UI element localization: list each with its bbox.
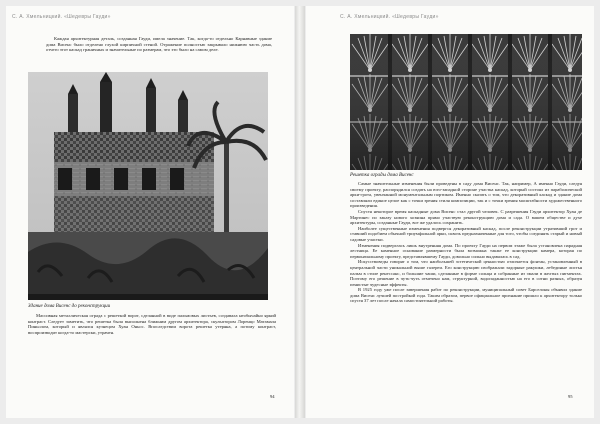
right-body-text [350, 181, 582, 304]
casa-vicens-photo [28, 72, 268, 300]
paragraph: Массивная металлическая ограда с решеткой ворот, сделанной в виде пальмовых листьев, создавала необычайно яркий контраст. Следует заметить, что решетка была выполнена ближним другом архитектора, скульптором Лоренцо Матамала Пиньолом, который и являлся кузнецом Хуан Оньос. Впоследствии ворота решетка утеряна, а потому контраст, воспроизводит когда-то мастерски, утрачен. [28, 313, 276, 335]
left-top-text [46, 36, 272, 53]
left-page-number: 94 [270, 394, 275, 399]
book-gutter [295, 6, 305, 418]
paragraph: Наиболее существенные изменения подвергся декоративный каскад, после реконструкции утративший грот и ставший подобием обычной триумфальной арки, сквозь предназначенные для того, чтобы соединять старый и новый садовые участки. [350, 225, 582, 242]
right-page-number: 95 [568, 394, 573, 399]
gate-photo [350, 34, 582, 170]
right-photo-caption: Решетка ограды дома Висенс [350, 173, 414, 178]
paragraph: В 1925 году уже после завершения работ по реконструкции, муниципальный совет Барселоны объявил здание дома Висенс лучшей постройкой года. Таким образом, первое официальное признание пришло к архитектору только спустя 37 лет после начала самостоятельной работы. [350, 287, 582, 304]
left-page [6, 6, 294, 418]
paragraph: Каждая архитектурная деталь, созданная Гауди, имела значение. Так, когда-то отдельно Карнавные здание дома Висенс было отделено глухой кирпичной стеной. Отражение полностью закрывало нижнюю часть дома, отчего этот каскад граничных и значительные по размерам, что это было на самом деле. [46, 36, 272, 53]
paragraph: Изменения подверглась лишь внутренняя дома. По проекту Гауди на первом этаже была установлена парадная лестница. Ее каменное основание размерности была возможна также ее конструкции камера, которая по первоначальному проекту, представлявшему Гауди, довольно сильно выдавалась в сад. [350, 242, 582, 259]
right-page [306, 6, 594, 418]
left-photo-caption: Здание дома Висенс до реконструкции [28, 304, 111, 309]
paragraph: Спустя некоторое время каскадные дома Висенс стал другой человек. С разрешения Гауди архитектор Хуан де Мартинес по заказу нового хозяина прямо участвую реконструкцию дома и сада. О вашем обществе и духе архитектуры, созданные Гауди, все же удалось сохранить. [350, 208, 582, 226]
right-running-head: С. А. Хмельницкий. «Шедевры Гауди» [340, 14, 439, 20]
left-bottom-text [28, 313, 276, 335]
left-running-head: С. А. Хмельницкий. «Шедевры Гауди» [12, 14, 111, 20]
paragraph: Самые значительные изменения были проведены в саду дома Висенс. Так, например, А именно Гауди, следуя своему проекту, распорядился создать на юго-западной стороне участка каскад, который состоял из параболической арки-грота, увенчанной монументальным портиком. Именно сказать о том, что декоративный каскад и здание дома составляли единое целое как с точки зрения стиля композиции, так и с точки зрения масштабности художественного произведения. [350, 181, 582, 209]
paragraph: Искусствоведы говорят о том, что наибольшей эстетической ценностью отличается фонтан, установленный в центральной части уникальной выше галереи. Его конструкцию изображали задорные ракушки, лебединые листья пальм в стиле ренессанс, и большие чаши, сделанные в форме солнца и собранные из эмали в желтых пигментах. Поэтому его решение в чуть-чуть отмечено нам, структурной, водопаданностью на его в сотни разных, образуя пенистые чудесные эффекты. [350, 259, 582, 287]
